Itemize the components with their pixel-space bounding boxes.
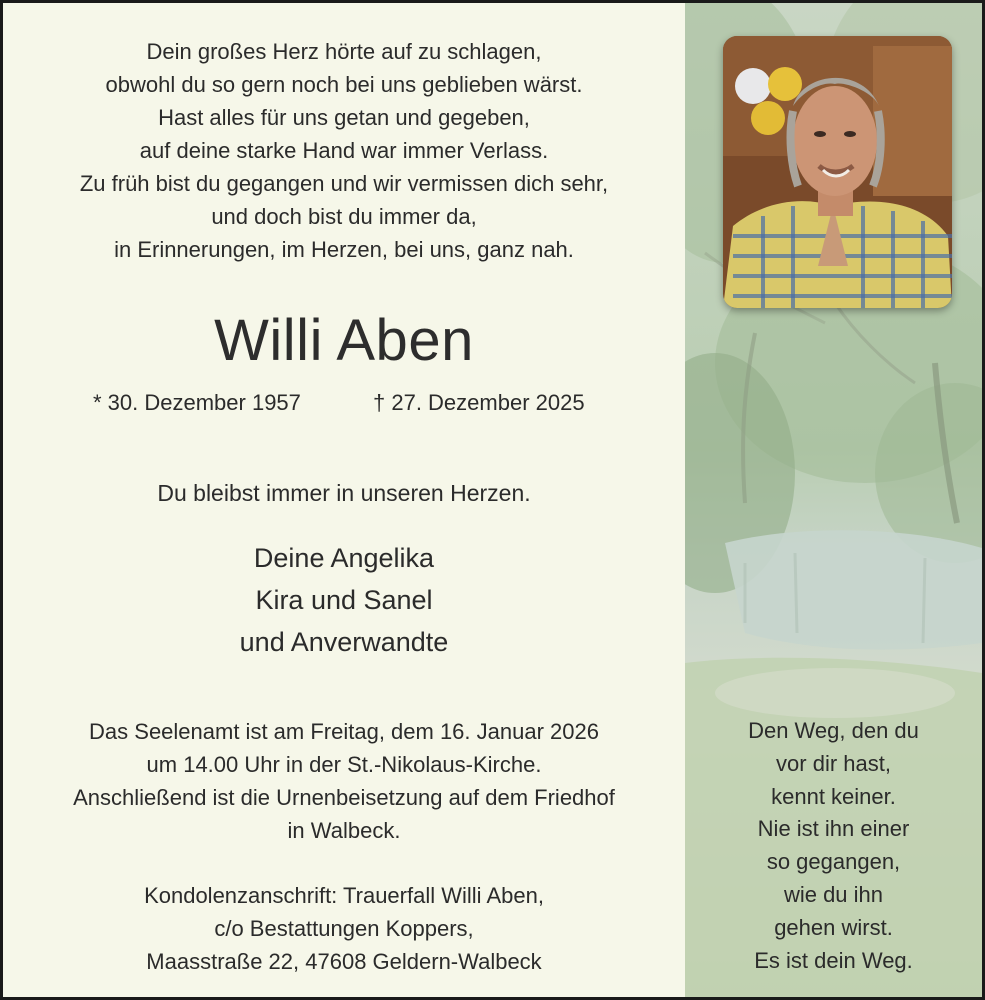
image-panel bbox=[685, 3, 982, 997]
closing-verse bbox=[685, 715, 982, 977]
service-info bbox=[3, 715, 685, 847]
verse-line: so gegangen, bbox=[766, 849, 901, 875]
verse-line: Nie ist ihn einer bbox=[757, 816, 910, 842]
poem-line: und doch bist du immer da, bbox=[211, 204, 477, 229]
poem-line: Hast alles für uns getan und gegeben, bbox=[158, 105, 530, 130]
poem-line: auf deine starke Hand war immer Verlass. bbox=[139, 138, 549, 163]
service-line: Das Seelenamt ist am Freitag, dem 16. Januar 2026 bbox=[89, 719, 599, 744]
mourners-list bbox=[3, 537, 685, 663]
portrait-photo bbox=[723, 36, 952, 308]
deceased-name: Willi Aben bbox=[214, 308, 474, 373]
service-line: Anschließend ist die Urnenbeisetzung auf dem Friedhof bbox=[73, 785, 615, 810]
memorial-motto: Du bleibst immer in unseren Herzen. bbox=[157, 480, 531, 506]
text-panel bbox=[3, 3, 685, 997]
mourner-line: Kira und Sanel bbox=[255, 585, 433, 615]
verse-line: Es ist dein Weg. bbox=[754, 947, 913, 973]
poem-line: Zu früh bist du gegangen und wir vermissen dich sehr, bbox=[79, 171, 609, 196]
condolence-line: Maasstraße 22, 47608 Geldern-Walbeck bbox=[146, 949, 542, 974]
verse-line: kennt keiner. bbox=[771, 783, 896, 809]
verse-line: wie du ihn bbox=[783, 881, 884, 907]
mourner-line: Deine Angelika bbox=[253, 543, 435, 573]
poem-line: in Erinnerungen, im Herzen, bei uns, ganz nah. bbox=[114, 237, 574, 262]
verse-line: gehen wirst. bbox=[774, 914, 893, 940]
poem-line: obwohl du so gern noch bei uns geblieben wärst. bbox=[105, 72, 583, 97]
birth-date: * 30. Dezember 1957 bbox=[93, 390, 301, 415]
condolence-line: c/o Bestattungen Koppers, bbox=[214, 916, 474, 941]
verse-line: vor dir hast, bbox=[776, 750, 891, 776]
poem-line: Dein großes Herz hörte auf zu schlagen, bbox=[146, 39, 542, 64]
service-line: um 14.00 Uhr in der St.-Nikolaus-Kirche. bbox=[146, 752, 542, 777]
condolence-line: Kondolenzanschrift: Trauerfall Willi Aben, bbox=[144, 883, 544, 908]
condolence-address bbox=[3, 879, 685, 978]
death-date: † 27. Dezember 2025 bbox=[373, 390, 585, 415]
verse-line: Den Weg, den du bbox=[748, 718, 919, 743]
service-line: in Walbeck. bbox=[287, 818, 401, 843]
memorial-poem bbox=[3, 35, 685, 266]
mourner-line: und Anverwandte bbox=[239, 627, 449, 657]
